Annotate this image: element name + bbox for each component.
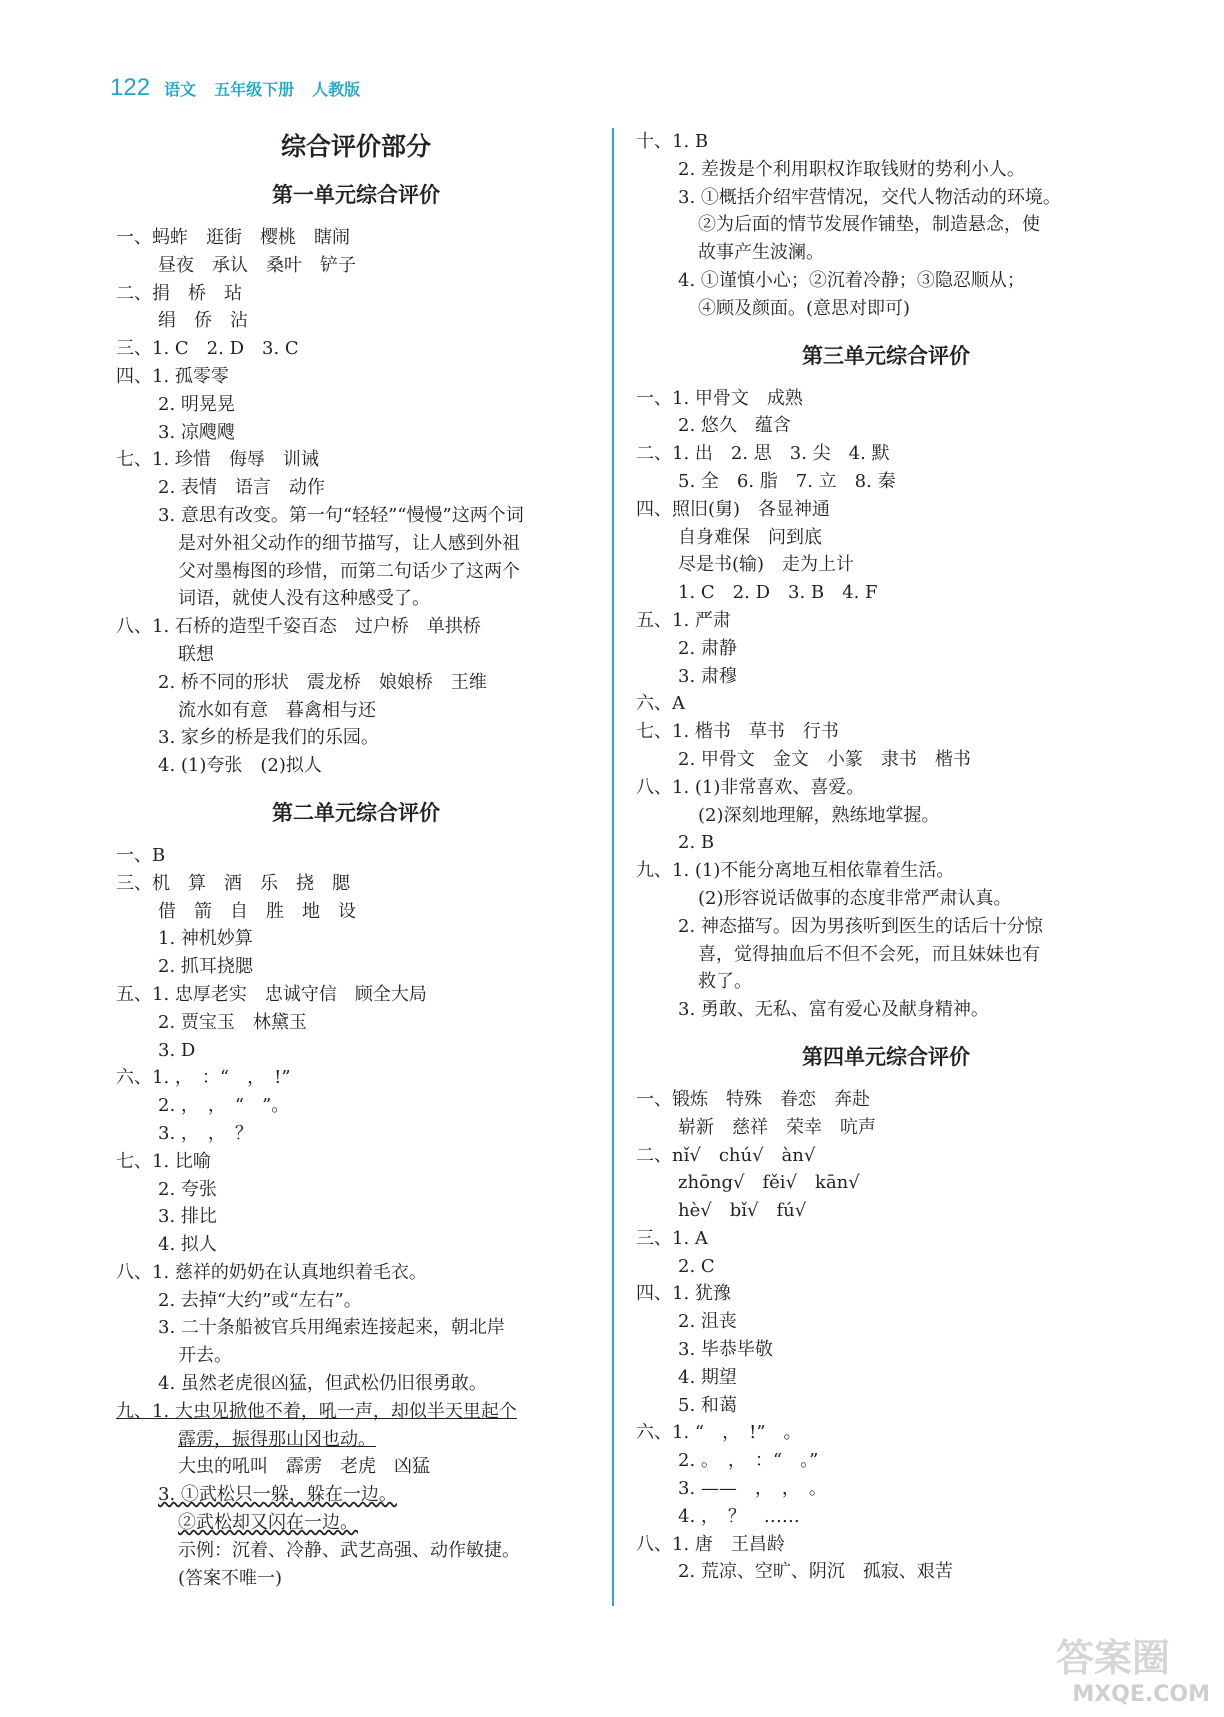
answer-line: 4. ①谨慎小心；②沉着冷静；③隐忍顺从； [678,269,1025,291]
answer-line: 3. D [158,1039,196,1061]
answer-line: 3. ①武松只一躲，躲在一边。 [158,1484,397,1506]
watermark [1010,1627,1210,1707]
answer-line: 词语，就使人没有这种感受了。 [178,588,430,610]
answer-line: 3. —— ， ， 。 [678,1478,827,1500]
subject-label: 语文 [164,80,197,99]
answer-line: (2)形容说话做事的态度非常严肃认真。 [698,887,1012,909]
answer-line: 霹雳，振得那山冈也动。 [178,1428,376,1450]
answer-line: 十、1. B [636,131,709,152]
answer-line: 2. 悠久 蕴含 [678,415,791,437]
answer-line: 四、1. 犹豫 [636,1283,731,1305]
answer-line: 绢 侨 沾 [158,310,248,332]
answer-line: 1. 神机妙算 [158,928,253,950]
answer-line: 故事产生波澜。 [698,242,824,264]
answer-line: (2)深刻地理解，熟练地掌握。 [698,804,940,826]
answer-line: 是对外祖父动作的细节描写，让人感到外祖 [178,532,520,554]
answer-line: 2. 抓耳挠腮 [158,956,253,978]
answer-line: 3. 凉飕飕 [158,421,235,443]
answer-line: 父对墨梅图的珍惜，而第二句话少了这两个 [178,560,520,582]
answer-line: 2. 肃静 [678,637,737,659]
answer-line: 八、1. 唐 王昌龄 [636,1533,785,1555]
answer-line: 4. 拟人 [158,1234,217,1256]
answer-line: 七、1. 珍惜 侮辱 训诫 [116,449,319,471]
left-column [116,128,596,1592]
watermark-logo: 答案圈 [1055,1636,1170,1680]
answer-line: 2. 桥不同的形状 震龙桥 娘娘桥 王维 [158,671,487,693]
answer-line: 流水如有意 暮禽相与还 [178,699,376,721]
page-header [110,74,378,114]
answer-line: 3. 意思有改变。第一句“轻轻”“慢慢”这两个词 [158,504,524,526]
unit2-title: 第二单元综合评价 [272,800,440,825]
answer-line: 三、1. C 2. D 3. C [116,338,299,360]
answer-line: 九、1. 大虫见掀他不着，吼一声，却似半天里起个 [116,1400,517,1422]
answer-line: 2. 表情 语言 动作 [158,477,325,499]
answer-line: 2. 沮丧 [678,1311,737,1333]
answer-line: 八、1. 石桥的造型千姿百态 过户桥 单拱桥 [116,616,481,638]
answer-line: 2. B [678,832,715,854]
answer-line: 二、捐 桥 玷 [116,282,242,304]
answer-line: 一、蚂蚱 逛街 樱桃 瞎闹 [116,227,350,248]
answer-line: 昼夜 承认 桑叶 铲子 [158,254,356,276]
answer-line: 二、1. 出 2. 思 3. 尖 4. 默 [636,443,890,465]
answer-line: 4. (1)夸张 (2)拟人 [158,755,322,777]
answer-line: 喜，觉得抽血后不但不会死，而且妹妹也有 [698,943,1040,965]
answer-line: ②武松却又闪在一边。 [178,1512,358,1534]
answer-line: 2. 明晃晃 [158,393,235,415]
answer-line: 4. 期望 [678,1366,737,1388]
answer-line: 3. 二十条船被官兵用绳索连接起来，朝北岸 [158,1317,505,1339]
main-title: 综合评价部分 [280,132,431,161]
answer-line: 5. 和蔼 [678,1394,737,1416]
answer-line: 2. 夸张 [158,1178,217,1200]
answer-line: 三、1. A [636,1227,708,1249]
answer-line: 一、B [116,844,166,866]
answer-line: 3. 肃穆 [678,665,737,687]
unit4-title: 第四单元综合评价 [802,1044,970,1069]
answer-line: 大虫的吼叫 霹雳 老虎 凶猛 [178,1456,430,1478]
answer-line: 3. ， ， ？ [158,1122,253,1144]
answer-line: 四、照旧(舅) 各显神通 [636,498,831,520]
watermark-site: MXQE.COM [1072,1682,1210,1707]
answer-line: 5. 全 6. 脂 7. 立 8. 秦 [678,470,896,492]
answer-line: 4. 虽然老虎很凶猛，但武松仍旧很勇敢。 [158,1373,487,1395]
answer-line: 2. 去掉“大约”或“左右”。 [158,1289,362,1311]
answer-line: 借 箭 自 胜 地 设 [158,900,356,922]
answer-line: 自身难保 问到底 [678,526,822,548]
answer-line: 2. 贾宝玉 林黛玉 [158,1011,307,1033]
answer-line: 一、1. 甲骨文 成熟 [636,387,803,409]
answer-line: 尽是书(输) 走为上计 [678,554,855,576]
answer-line: 六、A [636,693,685,715]
answer-line: 2. 。 ， ：“ 。” [678,1450,819,1472]
answer-line: 六、1. “ ， !” 。 [636,1422,802,1444]
answer-line: 3. 毕恭毕敬 [678,1339,773,1361]
answer-line: zhōng√ fěi√ kān√ [678,1172,860,1194]
answer-line: 二、nǐ√ chú√ àn√ [636,1144,816,1166]
answer-line: 六、1. ， ：“ ， !” [116,1067,291,1089]
answer-line: 八、1. (1)非常喜欢、喜爱。 [636,776,865,798]
answer-line: 九、1. (1)不能分离地互相依靠着生活。 [636,860,955,882]
answer-line: ④顾及颜面。(意思对即可) [698,297,911,319]
answer-line: ②为后面的情节发展作铺垫，制造悬念，使 [698,214,1040,236]
unit4-answers [636,1086,1136,1586]
answer-line: 七、1. 比喻 [116,1150,211,1172]
answer-line: 四、1. 孤零零 [116,365,229,387]
answer-line: 2. 差拨是个利用职权诈取钱财的势利小人。 [678,158,1025,180]
answer-line: 2. 神态描写。因为男孩听到医生的话后十分惊 [678,915,1043,937]
answer-line: 开去。 [178,1345,232,1367]
answer-line: (答案不唯一) [178,1567,283,1589]
answer-line: 3. ①概括介绍牢营情况，交代人物活动的环境。 [678,186,1061,208]
unit1-title: 第一单元综合评价 [272,183,440,207]
unit2-answers [116,842,596,1593]
answer-line: 五、1. 严肃 [636,609,731,631]
answer-line: 一、锻炼 特殊 眷恋 奔赴 [636,1088,870,1110]
grade-label: 五年级下册 [214,80,295,99]
answer-line: 3. 勇敢、无私、富有爱心及献身精神。 [678,999,989,1021]
answer-line: 三、机 算 酒 乐 挠 腮 [116,872,350,894]
page-number: 122 [110,74,151,101]
right-column [636,128,1136,1586]
answer-line: 示例：沉着、冷静、武艺高强、动作敏捷。 [178,1539,520,1561]
edition-label: 人教版 [312,80,361,99]
answer-line: 2. 甲骨文 金文 小篆 隶书 楷书 [678,748,971,770]
answer-line: 4. ， ？ …… [678,1505,800,1527]
answer-line: 3. 排比 [158,1206,217,1228]
unit3-title: 第三单元综合评价 [802,343,970,368]
answer-line: 七、1. 楷书 草书 行书 [636,721,839,743]
answer-line: 1. C 2. D 3. B 4. F [678,582,878,604]
answer-line: hè√ bǐ√ fú√ [678,1200,807,1222]
answer-line: 五、1. 忠厚老实 忠诚守信 顾全大局 [116,983,427,1005]
answer-line: 联想 [178,643,214,665]
column-divider [612,128,614,1606]
answer-line: 2. ， ， “ ”。 [158,1095,290,1117]
answer-line: 八、1. 慈祥的奶奶在认真地织着毛衣。 [116,1261,427,1283]
unit1-answers [116,224,596,780]
answer-line: 崭新 慈祥 荣幸 吭声 [678,1116,876,1138]
answer-line: 3. 家乡的桥是我们的乐园。 [158,727,379,749]
answer-line: 救了。 [698,971,752,993]
unit3-answers [636,385,1136,1024]
unit2-answers-continued [636,128,1136,323]
answer-line: 2. 荒凉、空旷、阴沉 孤寂、艰苦 [678,1561,953,1583]
answer-line: 2. C [678,1255,715,1277]
